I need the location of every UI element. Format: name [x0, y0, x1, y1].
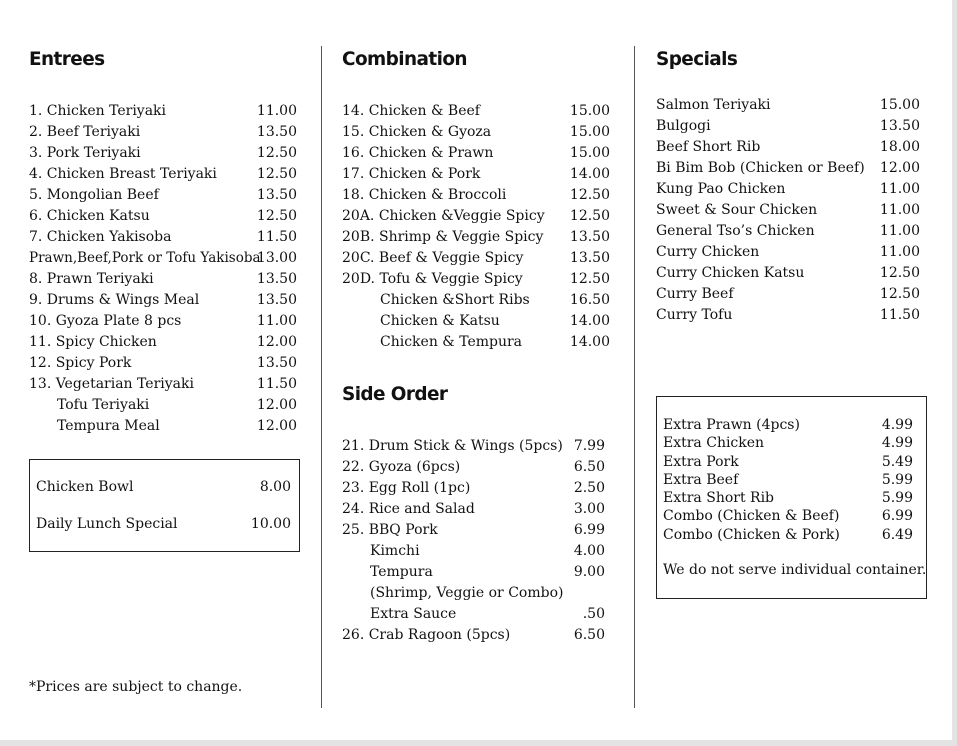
list-item [29, 227, 297, 248]
list-item [342, 227, 610, 248]
item-price: 8.00 [259, 479, 291, 495]
list-item [342, 499, 605, 520]
list-item [29, 374, 297, 395]
list-item [663, 453, 913, 471]
list-item [656, 200, 920, 221]
item-name: Tempura Meal [57, 418, 160, 434]
list-item [36, 477, 291, 498]
item-name: Chicken Bowl [36, 479, 134, 495]
side-order-heading: Side Order [342, 383, 448, 405]
list-item [663, 471, 913, 489]
item-name: Kimchi [370, 543, 420, 559]
item-price: 2.50 [573, 480, 605, 496]
side-order-list [342, 436, 605, 646]
list-item [342, 311, 610, 332]
item-price: 11.00 [256, 313, 297, 329]
item-name: 21. Drum Stick & Wings (5pcs) [342, 438, 563, 454]
item-price: 14.00 [569, 313, 610, 329]
extras-list [663, 416, 913, 544]
list-item [29, 164, 297, 185]
item-price: 11.00 [879, 244, 920, 260]
list-item [342, 101, 610, 122]
list-item [663, 416, 913, 434]
item-price: 12.00 [256, 397, 297, 413]
list-item [656, 158, 920, 179]
item-name: 18. Chicken & Broccoli [342, 187, 507, 203]
column-divider-left [321, 46, 322, 708]
list-item [29, 416, 297, 437]
list-item [342, 122, 610, 143]
item-price: 6.99 [573, 522, 605, 538]
list-item [342, 269, 610, 290]
list-item [656, 221, 920, 242]
item-name: 16. Chicken & Prawn [342, 145, 494, 161]
item-price: 15.00 [879, 97, 920, 113]
item-name: 7. Chicken Yakisoba [29, 229, 172, 245]
list-item [342, 583, 605, 604]
item-price: 15.00 [569, 103, 610, 119]
item-name: 20A. Chicken &Veggie Spicy [342, 208, 545, 224]
list-item [342, 248, 610, 269]
item-name: 1. Chicken Teriyaki [29, 103, 167, 119]
list-item [29, 332, 297, 353]
item-name: Salmon Teriyaki [656, 97, 771, 113]
list-item [29, 185, 297, 206]
list-item [342, 206, 610, 227]
item-name: Extra Beef [663, 471, 739, 488]
item-price: 10.00 [250, 516, 291, 532]
item-name: Curry Beef [656, 286, 734, 302]
list-item [342, 604, 605, 625]
item-price: 15.00 [569, 145, 610, 161]
item-price: 11.00 [879, 202, 920, 218]
item-price: 13.00 [256, 250, 297, 266]
item-price: 13.50 [256, 271, 297, 287]
item-name: 4. Chicken Breast Teriyaki [29, 166, 217, 182]
item-price: 12.50 [256, 208, 297, 224]
item-price: 4.99 [881, 417, 913, 433]
item-price: 4.99 [881, 435, 913, 452]
list-item [29, 143, 297, 164]
item-name: Chicken &Short Ribs [380, 292, 530, 308]
item-name: Tempura [370, 564, 433, 580]
item-price: 13.50 [256, 187, 297, 203]
item-name: Extra Chicken [663, 435, 765, 452]
item-name: (Shrimp, Veggie or Combo) [370, 585, 564, 601]
item-price: 13.50 [879, 118, 920, 134]
item-price: .50 [582, 606, 605, 622]
item-name: Curry Tofu [656, 307, 733, 323]
list-item [29, 206, 297, 227]
column-divider-right [634, 46, 635, 708]
list-item [342, 164, 610, 185]
item-price: 16.50 [569, 292, 610, 308]
item-price: 13.50 [256, 292, 297, 308]
list-item [29, 395, 297, 416]
item-name: 25. BBQ Pork [342, 522, 438, 538]
item-price: 7.99 [573, 438, 605, 454]
list-item [29, 290, 297, 311]
item-name: General Tso’s Chicken [656, 223, 815, 239]
item-name: 14. Chicken & Beef [342, 103, 480, 119]
list-item [656, 263, 920, 284]
list-item [656, 242, 920, 263]
item-name: 3. Pork Teriyaki [29, 145, 141, 161]
item-price: 4.00 [573, 543, 605, 559]
list-item [342, 332, 610, 353]
item-price: 11.00 [256, 103, 297, 119]
specials-list [656, 95, 920, 326]
item-name: Curry Chicken [656, 244, 760, 260]
item-name: 6. Chicken Katsu [29, 208, 150, 224]
list-item [663, 434, 913, 452]
item-price: 15.00 [569, 124, 610, 140]
item-name: Extra Pork [663, 453, 739, 470]
list-item [342, 436, 605, 457]
item-price: 3.00 [573, 501, 605, 517]
item-name: Prawn,Beef,Pork or Tofu Yakisoba [29, 250, 261, 266]
item-name: Chicken & Tempura [380, 334, 523, 350]
specials-heading: Specials [656, 48, 738, 70]
item-price: 11.00 [879, 223, 920, 239]
bowl-special-box [29, 459, 300, 552]
item-price: 12.50 [879, 286, 920, 302]
list-item [342, 625, 605, 646]
list-item [342, 143, 610, 164]
item-name: Curry Chicken Katsu [656, 265, 805, 281]
item-name: 11. Spicy Chicken [29, 334, 157, 350]
list-item [656, 179, 920, 200]
item-name: 20C. Beef & Veggie Spicy [342, 250, 524, 266]
item-name: Tofu Teriyaki [57, 397, 150, 413]
list-item [656, 137, 920, 158]
entrees-list [29, 101, 297, 437]
item-name: Combo (Chicken & Beef) [663, 508, 840, 525]
list-item [342, 478, 605, 499]
item-price: 6.49 [881, 526, 913, 543]
extras-box [656, 396, 927, 599]
item-price: 13.50 [569, 250, 610, 266]
item-name: Kung Pao Chicken [656, 181, 786, 197]
item-price: 12.50 [569, 271, 610, 287]
item-name: Extra Sauce [370, 606, 457, 622]
item-name: 15. Chicken & Gyoza [342, 124, 492, 140]
list-item [663, 489, 913, 507]
item-price: 12.50 [256, 145, 297, 161]
item-name: 12. Spicy Pork [29, 355, 132, 371]
item-price: 5.49 [881, 453, 913, 470]
item-name: Extra Prawn (4pcs) [663, 417, 800, 433]
item-price: 9.00 [573, 564, 605, 580]
list-item [29, 248, 297, 269]
item-name: Daily Lunch Special [36, 516, 178, 532]
list-item [29, 122, 297, 143]
item-name: 23. Egg Roll (1pc) [342, 480, 471, 496]
list-item [656, 284, 920, 305]
list-item [342, 541, 605, 562]
entrees-heading: Entrees [29, 48, 105, 70]
item-price: 11.50 [879, 307, 920, 323]
combination-list [342, 101, 610, 353]
item-price: 11.50 [256, 376, 297, 392]
item-price: 6.50 [573, 627, 605, 643]
item-price: 5.99 [881, 471, 913, 488]
list-item [656, 116, 920, 137]
item-name: Bulgogi [656, 118, 711, 134]
list-item [656, 95, 920, 116]
item-price: 6.50 [573, 459, 605, 475]
item-name: 26. Crab Ragoon (5pcs) [342, 627, 511, 643]
item-name: Beef Short Rib [656, 139, 761, 155]
item-name: 22. Gyoza (6pcs) [342, 459, 461, 475]
item-name: 13. Vegetarian Teriyaki [29, 376, 194, 392]
item-price: 14.00 [569, 334, 610, 350]
item-name: 2. Beef Teriyaki [29, 124, 141, 140]
item-price: 12.50 [879, 265, 920, 281]
item-name: 5. Mongolian Beef [29, 187, 159, 203]
list-item [29, 101, 297, 122]
item-name: 8. Prawn Teriyaki [29, 271, 154, 287]
combination-heading: Combination [342, 48, 467, 70]
item-price: 11.00 [879, 181, 920, 197]
list-item [342, 290, 610, 311]
item-price: 13.50 [256, 124, 297, 140]
list-item [663, 507, 913, 525]
list-item [29, 311, 297, 332]
list-item [342, 520, 605, 541]
item-price: 6.99 [881, 508, 913, 525]
item-name: 17. Chicken & Pork [342, 166, 481, 182]
item-name: 9. Drums & Wings Meal [29, 292, 200, 308]
item-name: Sweet & Sour Chicken [656, 202, 818, 218]
extras-note: We do not serve individual container. [663, 562, 927, 578]
item-price: 12.50 [569, 187, 610, 203]
list-item [663, 526, 913, 544]
item-name: 20D. Tofu & Veggie Spicy [342, 271, 523, 287]
item-price: 18.00 [879, 139, 920, 155]
list-item [29, 353, 297, 374]
list-item [342, 562, 605, 583]
item-name: Chicken & Katsu [380, 313, 500, 329]
item-price: 12.00 [256, 334, 297, 350]
item-price: 11.50 [256, 229, 297, 245]
item-price: 12.50 [569, 208, 610, 224]
item-price: 5.99 [881, 490, 913, 507]
item-price: 13.50 [569, 229, 610, 245]
item-price: 14.00 [569, 166, 610, 182]
item-name: Combo (Chicken & Pork) [663, 526, 840, 543]
item-name: 20B. Shrimp & Veggie Spicy [342, 229, 544, 245]
item-price: 13.50 [256, 355, 297, 371]
item-name: Bi Bim Bob (Chicken or Beef) [656, 160, 865, 176]
list-item [342, 185, 610, 206]
list-item [29, 269, 297, 290]
item-name: 24. Rice and Salad [342, 501, 475, 517]
item-name: 10. Gyoza Plate 8 pcs [29, 313, 182, 329]
list-item [36, 514, 291, 535]
price-footnote: *Prices are subject to change. [29, 679, 243, 695]
item-price: 12.00 [256, 418, 297, 434]
item-price: 12.50 [256, 166, 297, 182]
item-name: Extra Short Rib [663, 490, 775, 507]
list-item [342, 457, 605, 478]
list-item [656, 305, 920, 326]
item-price: 12.00 [879, 160, 920, 176]
